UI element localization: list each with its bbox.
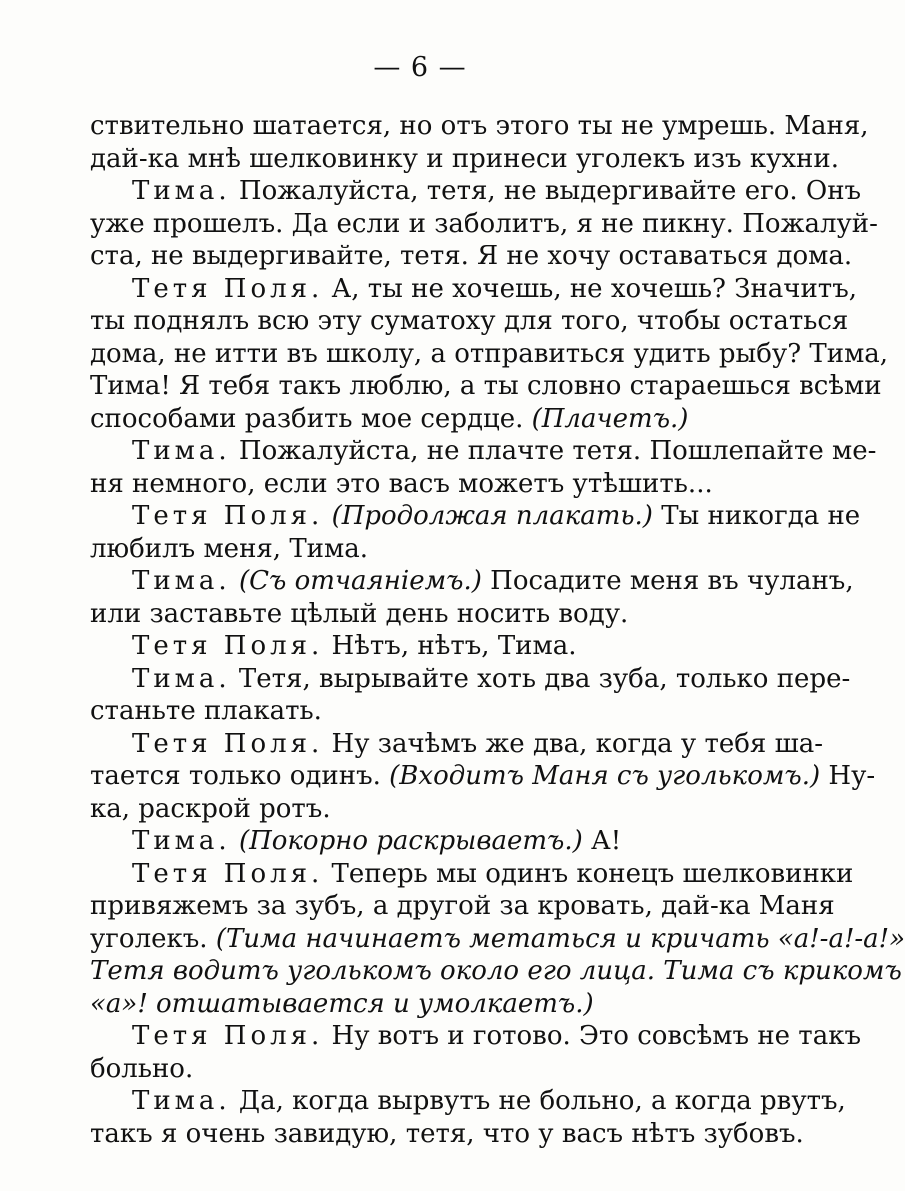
dialogue-text: Тима! Я тебя такъ люблю, а ты словно стараешься всѣми xyxy=(90,371,882,401)
text-line xyxy=(90,760,876,793)
speaker-name: Тима. xyxy=(132,566,231,596)
page-number: — 6 — xyxy=(373,52,467,83)
speaker-name: Тима. xyxy=(132,826,231,856)
dialogue-text: ствительно шатается, но отъ этого ты не умрешь. Маня, xyxy=(90,111,869,141)
dialogue-text: Ну- xyxy=(820,761,876,791)
dialogue-text: способами разбить мое сердце. xyxy=(90,403,532,434)
dialogue-text: станьте плакать. xyxy=(90,696,322,726)
text-line xyxy=(90,240,853,273)
speaker-name: Тима. xyxy=(132,176,231,206)
text-line xyxy=(90,403,750,436)
dialogue-text: привяжемъ за зубъ, а другой за кровать, дай-ка Маня xyxy=(90,891,835,921)
dialogue-text: дома, не итти въ школу, а отправиться удить рыбу? Тима, xyxy=(90,338,889,369)
text-line xyxy=(90,208,878,241)
dialogue-text: Ты никогда не xyxy=(652,501,861,531)
stage-direction: (Плачетъ.) xyxy=(531,403,689,434)
dialogue-text: уже прошелъ. Да если и заболитъ, я не пикну. Пожалуй- xyxy=(90,208,878,239)
speaker-name: Тетя Поля. xyxy=(132,631,324,661)
text-line xyxy=(90,338,889,371)
dialogue-text: ня немного, если это васъ можетъ утѣшить... xyxy=(90,468,713,499)
dialogue-text: ка, раскрой ротъ. xyxy=(90,793,331,824)
text-line xyxy=(90,305,849,338)
dialogue-text: Да, когда вырвутъ не больно, а когда рвутъ, xyxy=(230,1086,846,1116)
speaker-name: Тима. xyxy=(132,1086,231,1116)
speaker-name: Тетя Поля. xyxy=(132,728,324,759)
dialogue-text: больно. xyxy=(90,1053,194,1084)
text-line xyxy=(90,1085,846,1118)
text-line xyxy=(90,1118,804,1151)
text-line xyxy=(90,370,882,403)
text-line xyxy=(90,468,750,501)
text-line xyxy=(90,1020,861,1053)
dialogue-text: уголекъ. xyxy=(90,923,216,954)
text-line xyxy=(90,988,750,1021)
speaker-name: Тима. xyxy=(132,663,231,694)
dialogue-text: дай-ка мнѣ шелковинку и принеси уголекъ изъ кухни. xyxy=(90,143,839,174)
speaker-name: Тетя Поля. xyxy=(132,1021,324,1051)
dialogue-text: Ну зачѣмъ же два, когда у тебя ша- xyxy=(323,728,824,759)
stage-direction: «а»! отшатывается и умолкаетъ.) xyxy=(90,988,594,1019)
text-line xyxy=(90,793,750,826)
text-line xyxy=(90,955,902,988)
dialogue-text: А! xyxy=(582,826,622,856)
text-line xyxy=(90,273,857,306)
dialogue-text: Пожалуйста, тетя, не выдергивайте его. Онъ xyxy=(230,176,862,206)
text-line xyxy=(90,890,835,923)
stage-direction: (Тима начинаетъ метаться и кричать «а!-а!-а!» xyxy=(215,923,905,954)
text-line xyxy=(90,598,750,631)
dialogue-text: любилъ меня, Тима. xyxy=(90,533,368,564)
dialogue-text: Теперь мы одинъ конецъ шелковинки xyxy=(323,858,854,889)
text-line xyxy=(90,175,862,208)
dialogue-text: тается только одинъ. xyxy=(90,761,390,791)
text-line xyxy=(90,500,861,533)
text-line xyxy=(90,565,854,598)
text-line xyxy=(90,663,851,696)
text-line xyxy=(90,1053,750,1086)
dialogue-text xyxy=(231,826,239,856)
dialogue-text: ты поднялъ всю эту суматоху для того, чтобы остаться xyxy=(90,306,849,336)
text-line xyxy=(90,630,750,663)
dialogue-text: или заставьте цѣлый день носить воду. xyxy=(90,598,629,629)
text-line xyxy=(90,110,869,143)
dialogue-text xyxy=(323,501,331,531)
stage-direction: Тетя водитъ уголькомъ около его лица. Тима съ крикомъ xyxy=(90,956,902,986)
dialogue-text: А, ты не хочешь, не хочешь? Значитъ, xyxy=(323,273,857,304)
text-line xyxy=(90,825,750,858)
dialogue-text: Пожалуйста, не плачте тетя. Пошлепайте ме- xyxy=(230,436,877,466)
dialogue-text: Ну вотъ и готово. Это совсѣмъ не такъ xyxy=(323,1021,861,1051)
stage-direction: (Покорно раскрываетъ.) xyxy=(238,826,583,856)
dialogue-text: Тетя, вырывайте хоть два зуба, только пере- xyxy=(230,663,851,694)
dialogue-text: ста, не выдергивайте, тетя. Я не хочу оставаться дома. xyxy=(90,241,853,271)
text-line xyxy=(90,435,877,468)
stage-direction: (Продолжая плакать.) xyxy=(331,501,653,531)
dialogue-text: Посадите меня въ чуланъ, xyxy=(481,566,854,596)
speaker-name: Тима. xyxy=(132,436,231,466)
dialogue-text: Нѣтъ, нѣтъ, Тима. xyxy=(323,631,577,661)
text-line xyxy=(90,923,905,956)
stage-direction: (Входитъ Маня съ уголькомъ.) xyxy=(389,761,821,791)
speaker-name: Тетя Поля. xyxy=(132,858,324,889)
speaker-name: Тетя Поля. xyxy=(132,501,324,531)
dialogue-text: такъ я очень завидую, тетя, что у васъ нѣтъ зубовъ. xyxy=(90,1118,804,1149)
text-line xyxy=(90,728,824,761)
text-line xyxy=(90,533,750,566)
text-line xyxy=(90,143,839,176)
text-line xyxy=(90,695,750,728)
play-text xyxy=(90,110,905,1150)
speaker-name: Тетя Поля. xyxy=(132,273,324,304)
stage-direction: (Съ отчаяніемъ.) xyxy=(238,566,482,596)
text-line xyxy=(90,858,854,891)
dialogue-text xyxy=(231,566,239,596)
